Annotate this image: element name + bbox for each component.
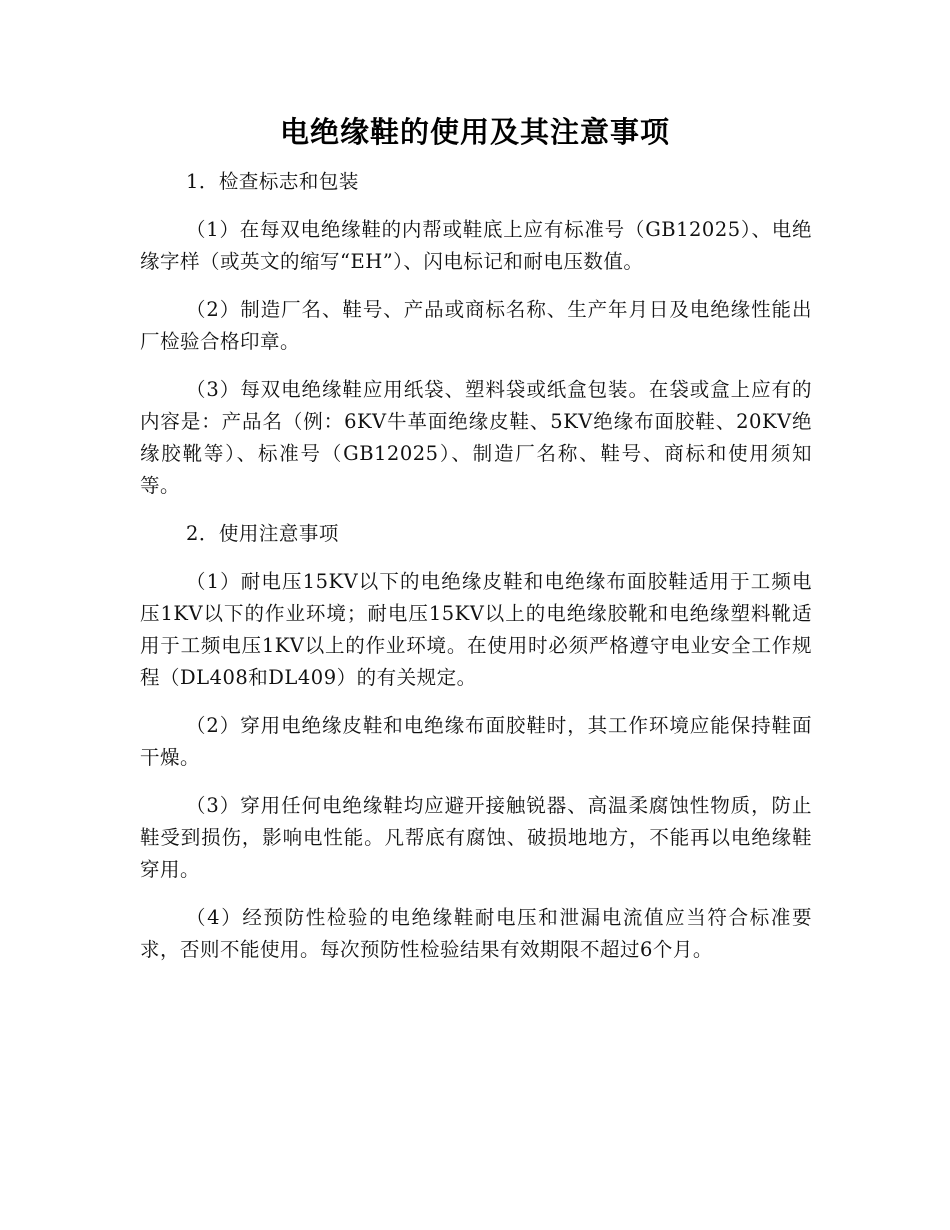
section-heading-usage-notes: 2．使用注意事项 [186, 522, 339, 545]
paragraph-keep-dry: （2）穿用电绝缘皮鞋和电绝缘布面胶鞋时，其工作环境应能保持鞋面干燥。 [140, 714, 812, 769]
document-title: 电绝缘鞋的使用及其注意事项 [279, 115, 670, 149]
paragraph-marking-requirements: （1）在每双电绝缘鞋的内帮或鞋底上应有标准号（GB12025）、电绝缘字样（或英文的缩写“EH”）、闪电标记和耐电压数值。 [140, 218, 812, 273]
section-heading-inspection: 1．检查标志和包装 [186, 170, 359, 193]
paragraph-avoid-damage: （3）穿用任何电绝缘鞋均应避开接触锐器、高温柔腐蚀性物质，防止鞋受到损伤，影响电性能。凡帮底有腐蚀、破损地地方，不能再以电绝缘鞋穿用。 [140, 794, 812, 881]
paragraph-voltage-ratings: （1）耐电压15KV以下的电绝缘皮鞋和电绝缘布面胶鞋适用于工频电压1KV以下的作业环境；耐电压15KV以上的电绝缘胶靴和电绝缘塑料靴适用于工频电压1KV以上的作业环境。在使用时必须严格遵守电业安全工作规程（DL408和DL409）的有关规定。 [140, 570, 812, 689]
paragraph-preventive-testing: （4）经预防性检验的电绝缘鞋耐电压和泄漏电流值应当符合标准要求，否则不能使用。每次预防性检验结果有效期限不超过6个月。 [140, 906, 812, 961]
paragraph-manufacturer-info: （2）制造厂名、鞋号、产品或商标名称、生产年月日及电绝缘性能出厂检验合格印章。 [140, 298, 812, 353]
paragraph-packaging: （3）每双电绝缘鞋应用纸袋、塑料袋或纸盒包装。在袋或盒上应有的内容是：产品名（例：6KV牛革面绝缘皮鞋、5KV绝缘布面胶鞋、20KV绝缘胶靴等）、标准号（GB12025）、制造厂名称、鞋号、商标和使用须知等。 [140, 378, 812, 497]
document-body [140, 166, 812, 982]
